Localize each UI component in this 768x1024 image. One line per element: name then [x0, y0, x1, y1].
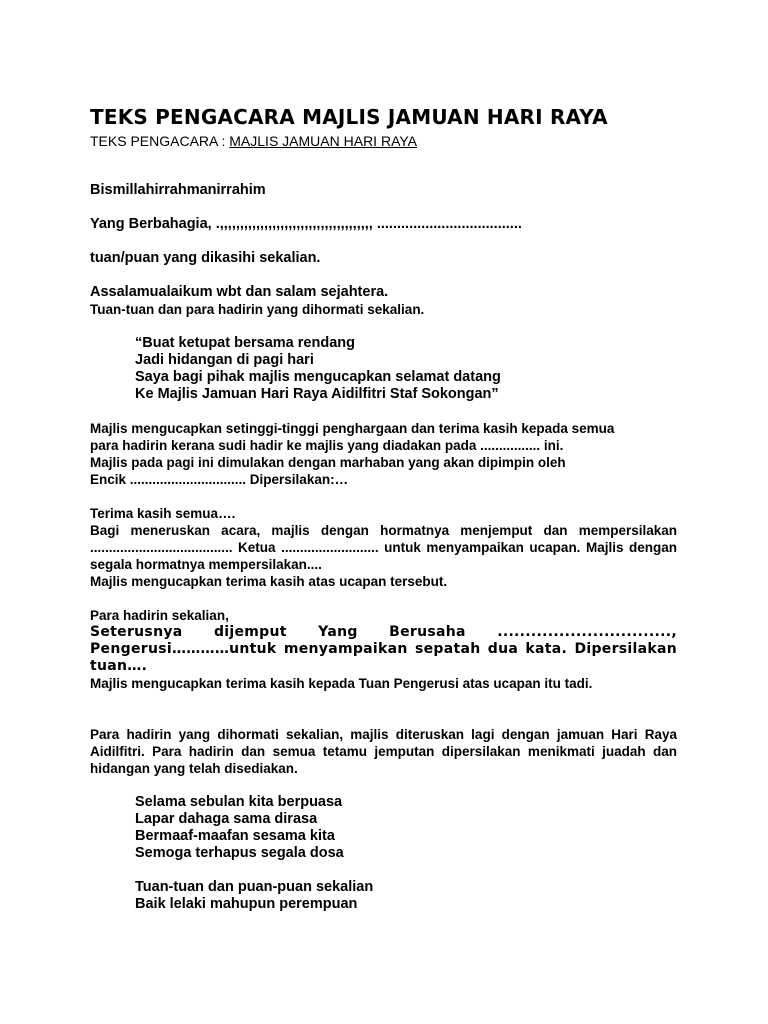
paragraph-line: Majlis mengucapkan setinggi-tinggi penghargaan dan terima kasih kepada semua — [90, 421, 615, 436]
pantun-line: Saya bagi pihak majlis mengucapkan selamat datang — [135, 369, 501, 385]
subtitle-prefix: TEKS PENGACARA : — [90, 133, 230, 149]
pantun-line: “Buat ketupat bersama rendang — [135, 335, 355, 351]
paragraph-line: para hadirin kerana sudi hadir ke majlis yang diadakan pada ................ ini. — [90, 438, 564, 453]
pantun-line: Semoga terhapus segala dosa — [135, 845, 344, 861]
subtitle-underlined: MAJLIS JAMUAN HARI RAYA — [229, 133, 418, 149]
thanks-speech-line: Majlis mengucapkan terima kasih atas ucapan tersebut. — [90, 574, 448, 589]
audience-greeting: Para hadirin sekalian, — [90, 608, 229, 623]
thanks-pengerusi-line: Majlis mengucapkan terima kasih kepada Tuan Pengerusi atas ucapan itu tadi. — [90, 676, 593, 691]
pantun-line: Ke Majlis Jamuan Hari Raya Aidilfitri Staf Sokongan” — [135, 386, 499, 402]
pantun-line: Jadi hidangan di pagi hari — [135, 352, 314, 368]
greeting-line-2: tuan/puan yang dikasihi sekalian. — [90, 250, 321, 266]
salam-line: Assalamualaikum wbt dan salam sejahtera. — [90, 284, 389, 300]
pantun-line: Baik lelaki mahupun perempuan — [135, 896, 358, 912]
paragraph-feast: Para hadirin yang dihormati sekalian, majlis diteruskan lagi dengan jamuan Hari Raya Aidilfitri. Para hadirin dan semua tetamu jemputan dipersilakan menikmati juadah dan hidangan yang telah disediakan. — [90, 727, 677, 776]
thanks-line: Terima kasih semua…. — [90, 506, 236, 521]
paragraph-line: Encik ............................... Dipersilakan:… — [90, 472, 349, 487]
paragraph-chairman-invite: Bagi meneruskan acara, majlis dengan hormatnya menjemput dan mempersilakan ...................................... Ketua .......................... untuk menyampaikan ucapan. Majlis dengan segala hormatnya mempersilakan.... — [90, 523, 677, 572]
document-body — [90, 104, 677, 913]
pantun-line: Tuan-tuan dan puan-puan sekalian — [135, 879, 374, 895]
paragraph-opening — [90, 420, 677, 488]
document-subtitle — [90, 132, 677, 150]
paragraph-line: Majlis pada pagi ini dimulakan dengan marhaban yang akan dipimpin oleh — [90, 455, 566, 470]
pantun-line: Lapar dahaga sama dirasa — [135, 811, 318, 827]
greeting-line: Yang Berbahagia, .,,,,,,,,,,,,,,,,,,,,,,,,,,,,,,,,,,,,,, .................................... — [90, 216, 522, 232]
salam-line-2: Tuan-tuan dan para hadirin yang dihormati sekalian. — [90, 302, 425, 317]
pantun-closing — [135, 879, 677, 913]
pantun-welcome — [135, 335, 677, 403]
pantun-line: Selama sebulan kita berpuasa — [135, 794, 343, 810]
document-title: TEKS PENGACARA MAJLIS JAMUAN HARI RAYA — [90, 105, 608, 129]
paragraph-pengerusi-invite: Seterusnya dijemput Yang Berusaha ..............................., Pengerusi…………untuk menyampaikan sepatah dua kata. Dipersilakan tuan…. — [90, 624, 677, 674]
bismillah: Bismillahirrahmanirrahim — [90, 182, 266, 198]
pantun-fasting — [135, 794, 677, 862]
pantun-line: Bermaaf-maafan sesama kita — [135, 828, 335, 844]
